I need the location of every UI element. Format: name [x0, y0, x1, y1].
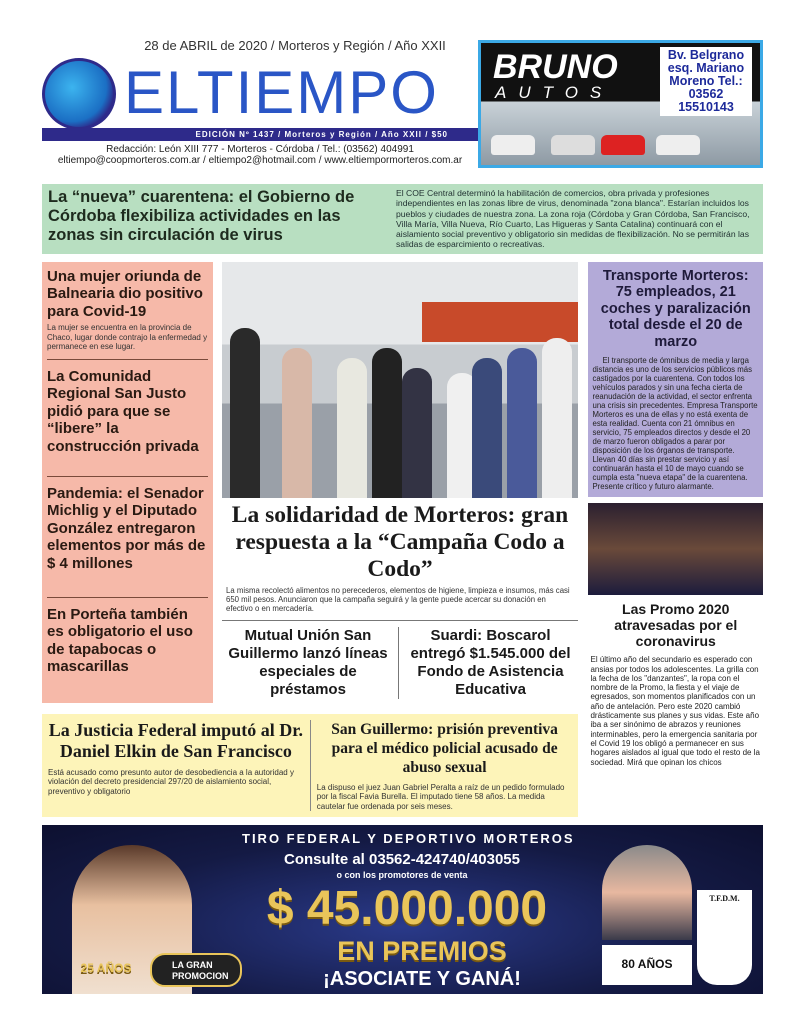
left-wrap	[42, 262, 578, 818]
promo-photo	[588, 503, 763, 595]
ad-info: Bv. Belgrano esq. Mariano Moreno Tel.: 03562 15510143	[660, 47, 752, 116]
transport-story	[588, 262, 763, 498]
cta: ¡ASOCIATE Y GANÁ!	[323, 968, 521, 991]
promoters: o con los promotores de venta	[336, 870, 468, 881]
prize-amount: $ 45.000.000	[266, 882, 548, 936]
bruno-autos-ad[interactable]	[478, 40, 763, 168]
wall-banner	[422, 302, 578, 342]
story-headline[interactable]: En Porteña también es obligatorio el uso de tapabocas o mascarillas	[47, 605, 193, 676]
story-text: La mujer se encuentra en la provincia de Chaco, lugar donde contrajo la enfermedad y permanece en ese lugar.	[47, 323, 208, 352]
car-image	[491, 135, 535, 155]
tfdm-shield-logo: T.F.D.M.	[697, 890, 752, 985]
sub-headline-suardi[interactable]: Suardi: Boscarol entregó $1.545.000 del Fondo de Asistencia Educativa	[410, 626, 571, 698]
ad-brand: BRUNO	[493, 48, 618, 86]
main-text: La misma recolectó alimentos no perecederos, elementos de higiene, limpieza e insumos, más casi 650 mil pesos. Anunciaron que la campaña seguirá y la gente puede acercar su donación en efectivo o en mercadería.	[226, 585, 570, 614]
story-headline[interactable]: La Comunidad Regional San Justo pidió para que se “libere” la construcción privada	[47, 367, 199, 455]
divider	[47, 359, 208, 360]
club-name: TIRO FEDERAL Y DEPORTIVO MORTEROS	[242, 831, 575, 847]
car-image	[656, 135, 700, 155]
person-figure	[542, 338, 572, 498]
ad-brand-sub: AUTOS	[495, 83, 614, 102]
elkin-headline[interactable]: La Justicia Federal imputó al Dr. Daniel Elkin de San Francisco	[48, 719, 304, 761]
lead-story[interactable]	[42, 184, 763, 254]
sub-headline-mutual[interactable]: Mutual Unión San Guillermo lanzó líneas especiales de préstamos	[228, 626, 388, 698]
main-headline[interactable]: La solidaridad de Morteros: gran respuesta a la “Campaña Codo a Codo”	[231, 501, 569, 582]
phone: Consulte al 03562-424740/403055	[284, 851, 520, 869]
person-figure	[282, 348, 312, 498]
left-column	[42, 262, 213, 703]
center-column	[222, 262, 578, 699]
person-figure	[507, 348, 537, 498]
story-headline[interactable]: Pandemia: el Senador Michlig y el Diputado González entregaron elementos por más de $ 4 millones	[47, 484, 206, 572]
person-figure	[402, 368, 432, 498]
person-figure	[472, 358, 502, 498]
person-figure	[230, 328, 260, 498]
lead-text: El COE Central determinó la habilitación de comercios, obra privada y profesiones independientes en las zonas libre de virus, denominada "zona blanca". Estarían incluidos los pueblos y ciudades de nuestra zona. La zona roja (Córdoba y Gran Córdoba, San Francisco, Villa María, Villa Nueva, Río Cuarto, Las Higueras y Santa Catalina) continuará con el aislamiento social preventivo y obligatorio sin medidas de flexibilización. No se permitirán las salidas de esparcimiento o recreativas.	[396, 188, 750, 250]
prizes-label: EN PREMIOS	[337, 936, 507, 967]
bottom-stories	[42, 714, 578, 818]
transport-headline[interactable]: Transporte Morteros: 75 empleados, 21 coches y paralización total desde el 20 de marzo	[600, 267, 751, 350]
sanguillermo-text: La dispuso el juez Juan Gabriel Peralta a raíz de un pedido formulado por la fiscal Favia Burella. El imputado tiene 58 años. La medida cautelar fue ordenada por seis meses.	[316, 782, 565, 811]
elkin-text: Está acusado como presunto autor de desobediencia a la autoridad y violación del decreto presidencial 297/20 de aislamiento social, preventivo y obligatorio	[48, 767, 294, 796]
address: Redacción: León XIII 777 - Morteros - Córdoba / Tel.: (03562) 404991	[106, 144, 414, 155]
80-anos-logo: 80 AÑOS	[602, 945, 692, 985]
date-line: 28 de ABRIL de 2020 / Morteros y Región / Año XXII	[144, 38, 446, 53]
la-gran-promocion-logo: LA GRAN PROMOCION	[150, 953, 242, 987]
divider	[47, 476, 208, 477]
edition-bar: EDICIÓN Nº 1437 / Morteros y Región / Año XXII / $50	[42, 128, 478, 141]
years-badge: 25 AÑOS	[80, 961, 132, 976]
tiro-federal-banner[interactable]	[42, 825, 763, 994]
address-block	[42, 144, 478, 166]
body-row	[42, 262, 763, 818]
divider	[222, 620, 578, 621]
lead-headline[interactable]: La “nueva” cuarentena: el Gobierno de Córdoba flexibiliza actividades en las zonas sin circulación de virus	[48, 188, 355, 244]
elkin-story	[48, 720, 304, 812]
contacts: eltiempo@coopmorteros.com.ar / eltiempo2@hotmail.com / www.eltiempormorteros.com.ar	[57, 155, 463, 166]
man-image	[602, 845, 692, 940]
story-headline[interactable]: Una mujer oriunda de Balnearia dio positivo para Covid-19	[47, 267, 203, 320]
main-photo	[222, 262, 578, 498]
logo-globe-icon	[42, 58, 116, 130]
person-figure	[372, 348, 402, 498]
top-row	[42, 262, 578, 703]
sanguillermo-headline[interactable]: San Guillermo: prisión preventiva para el médico policial acusado de abuso sexual	[331, 720, 558, 776]
content-area	[42, 184, 763, 994]
sub-stories	[222, 627, 578, 699]
newspaper-logo: ELTIEMPO	[124, 59, 439, 126]
transport-text: El transporte de ómnibus de media y larga distancia es uno de los servicios públicos más castigados por la cuarentena. Con todos los vehículos parados y sin una fecha cierta de reanudación de la actividad, el sector enfrenta una crisis sin precedentes. Empresa Transporte Morteros es una de ellas y no está exenta de esta realidad. Cuenta con 21 ómnibus en servicio, 75 empleados directos y desde el 20 de marzo fueron obligados a parar por disposición de los órganos de transporte. Llevan 40 días sin prestar servicio y así continuarán hasta el 10 de mayo cuando se cumpla esta "nueva etapa" de la cuarentena. Presente crítico y futuro alarmante.	[592, 356, 758, 492]
right-column	[588, 262, 763, 767]
promo-text: El último año del secundario es esperado con ansias por todos los adolescentes. La grilla con la fecha de los "danzantes", la ropa con el nombre de la Promo, la fiesta y el viaje de egresados, son momentos planificados con un año de antelación. Pero este 2020 cambió drásticamente sus planes y sus vidas. Este año iba a ser sinónimo de abrazos y reuniones interminables, pero la emergencia sanitaria por el Covid 19 los obligó a permanecer en sus hogares aislados al igual que todo el resto de la sociedad. Mirá que opinan los chicos	[590, 655, 760, 767]
car-image	[601, 135, 645, 155]
promo-headline[interactable]: Las Promo 2020 atravesadas por el coronavirus	[614, 601, 738, 650]
car-image	[551, 135, 595, 155]
sanguillermo-story	[317, 720, 573, 812]
divider	[47, 597, 208, 598]
person-figure	[337, 358, 367, 498]
divider	[310, 720, 311, 812]
divider	[398, 627, 399, 699]
